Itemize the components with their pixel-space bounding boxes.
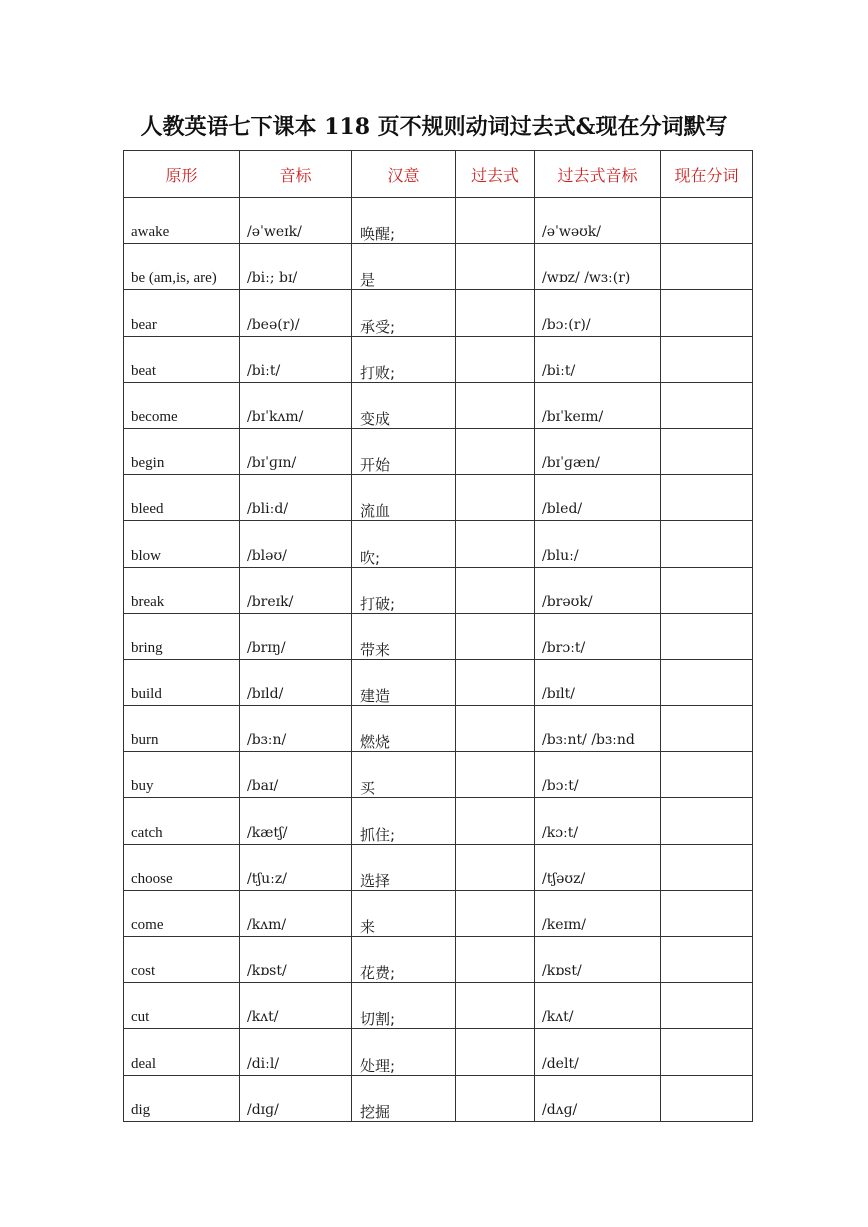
phonetic-cell: [240, 659, 352, 705]
table-row: [124, 428, 753, 474]
phonetic: /kætʃ/: [247, 824, 288, 841]
base-form: dig: [131, 1101, 151, 1118]
phonetic-cell: [240, 521, 352, 567]
phonetic-cell: [240, 244, 352, 290]
meaning-cell: [352, 521, 456, 567]
past-phonetic: /bɪlt/: [542, 686, 575, 703]
phonetic-cell: [240, 1029, 352, 1075]
past-phonetic: /keɪm/: [542, 917, 586, 933]
phonetic-cell: [240, 567, 352, 613]
past-phonetic-cell: [535, 521, 661, 567]
past-tense-blank-cell[interactable]: [456, 1075, 535, 1121]
meaning: 燃烧: [360, 733, 391, 752]
table-row: [124, 475, 753, 521]
meaning-cell: [352, 937, 456, 983]
phonetic-cell: [240, 890, 352, 936]
present-participle-blank-cell[interactable]: [661, 567, 753, 613]
meaning: 选择: [360, 871, 391, 890]
phonetic-cell: [240, 475, 352, 521]
table-row: [124, 613, 753, 659]
past-tense-blank-cell[interactable]: [456, 1029, 535, 1075]
header-phonetic: 音标: [240, 151, 352, 198]
meaning-cell: [352, 290, 456, 336]
past-phonetic: /bɔː(r)/: [542, 316, 591, 333]
phonetic: /tʃuːz/: [247, 870, 287, 887]
past-phonetic-cell: [535, 428, 661, 474]
phonetic-cell: [240, 290, 352, 336]
base-form: begin: [131, 455, 165, 472]
past-phonetic: /bled/: [542, 501, 583, 518]
phonetic: /breɪk/: [247, 593, 294, 610]
past-tense-blank-cell[interactable]: [456, 521, 535, 567]
past-tense-blank-cell[interactable]: [456, 844, 535, 890]
table-row: [124, 706, 753, 752]
base-form-cell: [124, 1075, 240, 1121]
past-phonetic-cell: [535, 613, 661, 659]
base-form-cell: [124, 752, 240, 798]
past-phonetic: /kɔːt/: [542, 824, 579, 841]
past-phonetic: /biːt/: [542, 362, 576, 379]
meaning: 带来: [360, 640, 391, 659]
past-tense-blank-cell[interactable]: [456, 382, 535, 428]
base-form-cell: [124, 706, 240, 752]
base-form-cell: [124, 659, 240, 705]
phonetic: /biːt/: [247, 362, 281, 379]
meaning: 唤醒;: [360, 225, 396, 244]
phonetic: /bɜːn/: [247, 732, 287, 749]
meaning-cell: [352, 475, 456, 521]
meaning: 承受;: [360, 317, 396, 336]
present-participle-blank-cell[interactable]: [661, 890, 753, 936]
base-form: awake: [131, 224, 170, 241]
header-past-phonetic: 过去式音标: [535, 151, 661, 198]
table-row: [124, 336, 753, 382]
past-phonetic-cell: [535, 567, 661, 613]
meaning-cell: [352, 983, 456, 1029]
meaning: 打破;: [360, 594, 396, 613]
past-tense-blank: [456, 1119, 534, 1121]
meaning-cell: [352, 798, 456, 844]
table-row: [124, 198, 753, 244]
past-phonetic: /brɔːt/: [542, 639, 586, 656]
present-participle-blank-cell[interactable]: [661, 475, 753, 521]
base-form: bring: [131, 639, 163, 656]
header-present-participle: 现在分词: [661, 151, 753, 198]
phonetic: /bɪld/: [247, 686, 284, 703]
present-participle-blank-cell[interactable]: [661, 659, 753, 705]
meaning: 处理;: [360, 1056, 396, 1075]
header-meaning: 汉意: [352, 151, 456, 198]
past-tense-blank-cell[interactable]: [456, 475, 535, 521]
past-tense-blank-cell[interactable]: [456, 937, 535, 983]
meaning: 切割;: [360, 1010, 396, 1029]
table-row: [124, 521, 753, 567]
present-participle-blank-cell[interactable]: [661, 844, 753, 890]
meaning: 抓住;: [360, 825, 396, 844]
table-row: [124, 890, 753, 936]
meaning: 变成: [360, 409, 391, 428]
base-form-cell: [124, 521, 240, 567]
page-title: 人教英语七下课本 118 页不规则动词过去式&现在分词默写: [140, 114, 728, 140]
phonetic: /bɪˈɡɪn/: [247, 455, 297, 472]
phonetic-cell: [240, 798, 352, 844]
phonetic-cell: [240, 844, 352, 890]
past-phonetic: /bɪˈɡæn/: [542, 455, 600, 472]
phonetic: /kʌm/: [247, 917, 287, 933]
present-participle-blank: [661, 1119, 752, 1121]
meaning-cell: [352, 244, 456, 290]
base-form-cell: [124, 198, 240, 244]
base-form: break: [131, 593, 165, 610]
past-phonetic-cell: [535, 382, 661, 428]
table-row: [124, 567, 753, 613]
base-form-cell: [124, 244, 240, 290]
past-phonetic: /əˈwəʊk/: [542, 224, 602, 241]
present-participle-blank-cell[interactable]: [661, 1075, 753, 1121]
past-phonetic-cell: [535, 244, 661, 290]
meaning-cell: [352, 382, 456, 428]
past-tense-blank-cell[interactable]: [456, 706, 535, 752]
meaning: 是: [360, 271, 376, 290]
past-phonetic: /tʃəʊz/: [542, 870, 586, 887]
meaning-cell: [352, 1029, 456, 1075]
past-phonetic: /dʌɡ/: [542, 1101, 578, 1118]
past-phonetic-cell: [535, 798, 661, 844]
past-tense-blank-cell[interactable]: [456, 890, 535, 936]
meaning-cell: [352, 659, 456, 705]
meaning-cell: [352, 428, 456, 474]
header-base-form: 原形: [124, 151, 240, 198]
table-row: [124, 1075, 753, 1121]
past-phonetic-cell: [535, 706, 661, 752]
past-phonetic-cell: [535, 752, 661, 798]
meaning: 来: [360, 918, 376, 936]
header-past-tense: 过去式: [456, 151, 535, 198]
present-participle-blank-cell[interactable]: [661, 706, 753, 752]
meaning: 挖掘: [360, 1102, 391, 1121]
past-phonetic: /bɜːnt/ /bɜːnd: [542, 732, 635, 749]
phonetic: /beə(r)/: [247, 316, 300, 333]
base-form: come: [131, 917, 164, 933]
present-participle-blank-cell[interactable]: [661, 937, 753, 983]
base-form: bleed: [131, 501, 164, 518]
past-tense-blank-cell[interactable]: [456, 567, 535, 613]
meaning: 建造: [360, 687, 391, 706]
base-form-cell: [124, 983, 240, 1029]
past-tense-blank-cell[interactable]: [456, 798, 535, 844]
table-row: [124, 244, 753, 290]
past-phonetic: /bluː/: [542, 547, 579, 564]
past-phonetic-cell: [535, 336, 661, 382]
present-participle-blank-cell[interactable]: [661, 290, 753, 336]
phonetic: /dɪɡ/: [247, 1101, 279, 1118]
base-form-cell: [124, 798, 240, 844]
present-participle-blank-cell[interactable]: [661, 798, 753, 844]
table-body: [124, 198, 753, 1122]
base-form: choose: [131, 870, 173, 887]
base-form-cell: [124, 613, 240, 659]
phonetic-cell: [240, 706, 352, 752]
base-form: catch: [131, 824, 163, 841]
phonetic: /biː; bɪ/: [247, 270, 298, 287]
phonetic-cell: [240, 198, 352, 244]
phonetic: /bɪˈkʌm/: [247, 408, 304, 425]
past-phonetic: /bɔːt/: [542, 778, 579, 795]
table-row: [124, 1029, 753, 1075]
past-tense-blank-cell[interactable]: [456, 659, 535, 705]
phonetic-cell: [240, 382, 352, 428]
meaning-cell: [352, 1075, 456, 1121]
base-form: blow: [131, 547, 161, 564]
table-row: [124, 382, 753, 428]
base-form: burn: [131, 732, 159, 749]
present-participle-blank-cell[interactable]: [661, 1029, 753, 1075]
present-participle-blank-cell[interactable]: [661, 198, 753, 244]
base-form-cell: [124, 336, 240, 382]
present-participle-blank-cell[interactable]: [661, 613, 753, 659]
meaning-cell: [352, 336, 456, 382]
past-phonetic-cell: [535, 844, 661, 890]
past-phonetic-cell: [535, 983, 661, 1029]
past-phonetic-cell: [535, 198, 661, 244]
phonetic-cell: [240, 428, 352, 474]
table-row: [124, 659, 753, 705]
base-form: bear: [131, 316, 157, 333]
meaning-cell: [352, 567, 456, 613]
meaning: 买: [360, 779, 376, 798]
past-phonetic: /kɒst/: [542, 963, 582, 980]
past-phonetic-cell: [535, 890, 661, 936]
base-form-cell: [124, 1029, 240, 1075]
base-form: beat: [131, 362, 156, 379]
base-form-cell: [124, 290, 240, 336]
past-phonetic-cell: [535, 1075, 661, 1121]
base-form: become: [131, 408, 178, 425]
phonetic-cell: [240, 1075, 352, 1121]
past-tense-blank-cell[interactable]: [456, 428, 535, 474]
phonetic-cell: [240, 983, 352, 1029]
phonetic: /bliːd/: [247, 501, 289, 518]
table-row: [124, 290, 753, 336]
base-form-cell: [124, 567, 240, 613]
past-tense-blank-cell[interactable]: [456, 290, 535, 336]
past-phonetic: /bɪˈkeɪm/: [542, 408, 604, 425]
past-tense-blank-cell[interactable]: [456, 752, 535, 798]
verb-table: [123, 150, 753, 1122]
present-participle-blank-cell[interactable]: [661, 336, 753, 382]
meaning-cell: [352, 890, 456, 936]
table-row: [124, 844, 753, 890]
past-phonetic: /kʌt/: [542, 1009, 574, 1026]
base-form-cell: [124, 890, 240, 936]
table-row: [124, 983, 753, 1029]
phonetic: /kɒst/: [247, 963, 287, 980]
present-participle-blank-cell[interactable]: [661, 752, 753, 798]
phonetic: /brɪŋ/: [247, 639, 286, 656]
past-phonetic-cell: [535, 475, 661, 521]
base-form: be (am,is, are): [131, 270, 217, 287]
past-phonetic-cell: [535, 1029, 661, 1075]
phonetic-cell: [240, 613, 352, 659]
meaning: 流血: [360, 502, 391, 521]
past-tense-blank-cell[interactable]: [456, 613, 535, 659]
table-row: [124, 937, 753, 983]
past-phonetic: /delt/: [542, 1055, 579, 1072]
meaning-cell: [352, 198, 456, 244]
base-form-cell: [124, 428, 240, 474]
base-form-cell: [124, 382, 240, 428]
present-participle-blank-cell[interactable]: [661, 428, 753, 474]
meaning: 开始: [360, 456, 391, 475]
base-form: deal: [131, 1055, 156, 1072]
table-header-row: [124, 151, 753, 198]
past-phonetic: /brəʊk/: [542, 593, 593, 610]
present-participle-blank-cell[interactable]: [661, 382, 753, 428]
phonetic: /baɪ/: [247, 778, 279, 795]
past-tense-blank-cell[interactable]: [456, 198, 535, 244]
base-form: cost: [131, 963, 156, 980]
meaning: 吹;: [360, 548, 381, 567]
past-tense-blank-cell[interactable]: [456, 336, 535, 382]
base-form-cell: [124, 844, 240, 890]
past-phonetic-cell: [535, 937, 661, 983]
present-participle-blank-cell[interactable]: [661, 244, 753, 290]
phonetic: /əˈweɪk/: [247, 224, 302, 241]
phonetic: /bləʊ/: [247, 547, 287, 564]
past-phonetic-cell: [535, 290, 661, 336]
past-tense-blank-cell[interactable]: [456, 983, 535, 1029]
meaning-cell: [352, 752, 456, 798]
past-tense-blank-cell[interactable]: [456, 244, 535, 290]
phonetic: /kʌt/: [247, 1009, 279, 1026]
base-form: cut: [131, 1009, 150, 1026]
table-row: [124, 752, 753, 798]
phonetic: /diːl/: [247, 1055, 280, 1072]
meaning: 打败;: [360, 363, 396, 382]
meaning-cell: [352, 706, 456, 752]
base-form-cell: [124, 475, 240, 521]
phonetic-cell: [240, 336, 352, 382]
present-participle-blank-cell[interactable]: [661, 983, 753, 1029]
base-form: buy: [131, 778, 154, 795]
base-form: build: [131, 686, 162, 703]
past-phonetic-cell: [535, 659, 661, 705]
present-participle-blank-cell[interactable]: [661, 521, 753, 567]
phonetic-cell: [240, 752, 352, 798]
base-form-cell: [124, 937, 240, 983]
table-row: [124, 798, 753, 844]
meaning-cell: [352, 844, 456, 890]
meaning: 花费;: [360, 964, 396, 983]
past-phonetic: /wɒz/ /wɜː(r): [542, 270, 631, 287]
phonetic-cell: [240, 937, 352, 983]
meaning-cell: [352, 613, 456, 659]
